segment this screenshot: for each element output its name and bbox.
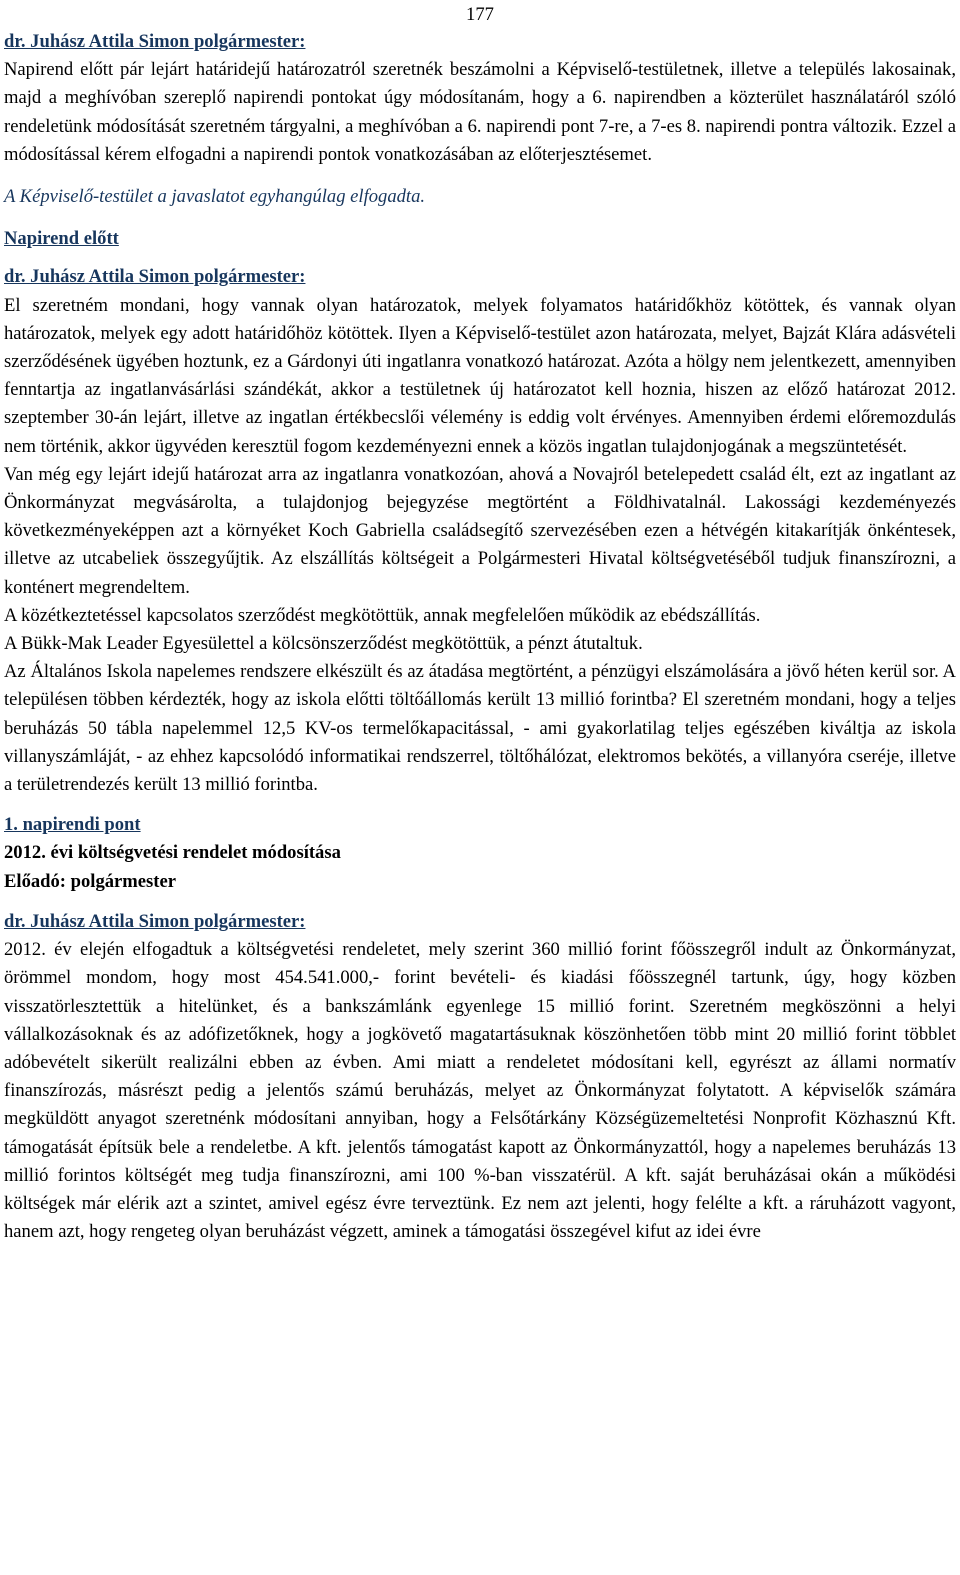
agenda-item-number: 1. napirendi pont — [4, 814, 141, 836]
speaker-heading: dr. Juhász Attila Simon polgármester: — [4, 31, 306, 52]
paragraph: Az Általános Iskola napelemes rendszere elkészült és az átadása megtörtént, a pénzügyi elszámolására a jövő héten kerül sor. A településen többen kérdezték, hogy az iskola előtti töltőállomás került 13 millió forintba? El szeretném mondani, hogy a teljes beruházás 50 tábla napelemmel 12,5 KV-os termelőkapacitással, - ami gyakorlatilag teljes egészében kiváltja az iskola villanyszámláját, - az ehhez kapcsolódó informatikai rendszerrel, töltőhálózat, elektromos bekötés, a villanyóra cseréje, illetve a területrendezés került 13 millió forintba. — [4, 661, 956, 796]
section-heading: Napirend előtt — [4, 228, 119, 250]
speaker-heading: dr. Juhász Attila Simon polgármester: — [4, 266, 306, 288]
agenda-item-presenter: Előadó: polgármester — [4, 870, 176, 892]
agenda-item-title: 2012. évi költségvetési rendelet módosítása — [4, 842, 341, 864]
paragraph: Napirend előtt pár lejárt határidejű határozatról szeretnék beszámolni a Képviselő-testületnek, illetve a település lakosainak, majd a meghívóban szereplő napirendi pontokat úgy módosítanám, hogy a 6. napirendben a közterület használatáról szóló rendeletünk módosítását szeretném tárgyalni, a meghívóban a 6. napirendi pont 7-re, a 7-es 8. napirendi pontra változik. Ezzel a módosítással kérem elfogadni a napirendi pontok vonatkozásában az előterjesztésemet. — [4, 59, 956, 165]
paragraph: A közétkeztetéssel kapcsolatos szerződést megkötöttük, annak megfelelően működik az ebédszállítás. — [4, 604, 761, 626]
page-number: 177 — [466, 4, 494, 25]
speaker-heading: dr. Juhász Attila Simon polgármester: — [4, 910, 306, 932]
paragraph: El szeretném mondani, hogy vannak olyan határozatok, melyek folyamatos határidőkhöz kötöttek, és vannak olyan határozatok, melyek egy adott határidőhöz kötöttek. Ilyen a Képviselő-testület azon határozata, melyet, Bajzát Klára adásvételi szerződésének ügyében hoztunk, ez a Gárdonyi úti ingatlanra vonatkozó határozat. Azóta a hölgy nem jelentkezett, amennyiben fenntartja az ingatlanvásárlási szándékát, akkor a testületnek új határozatot kell hoznia, hiszen az előző határozat 2012. szeptember 30-án lejárt, illetve az ingatlan értékbecslői vélemény is eddig volt érvényes. Amennyiben érdemi előremozdulás nem történik, akkor ügyvéden keresztül fogom kezdeményezni ennek a közös ingatlan tulajdonjogának a megszüntetését. — [4, 294, 956, 457]
paragraph: A Bükk-Mak Leader Egyesülettel a kölcsönszerződést megkötöttük, a pénzt átutaltuk. — [4, 633, 643, 655]
paragraph: Van még egy lejárt idejű határozat arra az ingatlanra vonatkozóan, ahová a Novajról betelepedett család élt, ezt az ingatlant az Önkormányzat megvásárolta, a tulajdonjog bejegyzése megtörtént a Földhivatalnál. Lakossági kezdeményezés következményeképpen azt a környéket Koch Gabriella családsegítő szervezésében ezen a hétvégén kitakarítják önkéntesek, illetve az utcabeliek összegyűjtik. Az elszállítás költségeit a Polgármesteri Hivatal költségvetéséből tudjuk finanszírozni, a konténert megrendeltem. — [4, 463, 956, 598]
resolution-note: A Képviselő-testület a javaslatot egyhangúlag elfogadta. — [4, 186, 426, 208]
paragraph: 2012. év elején elfogadtuk a költségvetési rendeletet, mely szerint 360 millió forint főösszegről indult az Önkormányzat, örömmel mondom, hogy most 454.541.000,- forint bevételi- és kiadási főösszegnél tartunk, úgy, hogy közben visszatörlesztettük a hitelünket, és a bankszámlánk egyenlege 15 millió forint. Szeretném megköszönni a helyi vállalkozásoknak és az adófizetőknek, hogy a jogkövető magatartásuknak köszönhetően több mint 20 millió forint többlet adóbevételt sikerült realizálni ebben az évben. Ami miatt a rendeletet módosítani kell, egyrészt az állami normatív finanszírozás, másrészt pedig a jelentős számú beruházás, melyet az Önkormányzat folytatott. A képviselők számára megküldött anyagot szeretnénk módosítani annyiban, hogy a Felsőtárkány Községüzemeltetési Nonprofit Közhasznú Kft. támogatását építsük bele a rendeletbe. A kft. jelentős támogatást kapott az Önkormányzattól, hogy a napelemes beruházás 13 millió forintos költségét meg tudja finanszírozni, ami 100 %-ban visszatérül. A kft. saját beruházásai okán a működési költségek már elérik azt a szintet, amivel egész évre terveztünk. Ez nem azt jelenti, hogy felélte a kft. a ráruházott vagyont, hanem azt, hogy rengeteg olyan beruházást végzett, aminek a támogatási összegével kifut az idei évre — [4, 939, 956, 1243]
